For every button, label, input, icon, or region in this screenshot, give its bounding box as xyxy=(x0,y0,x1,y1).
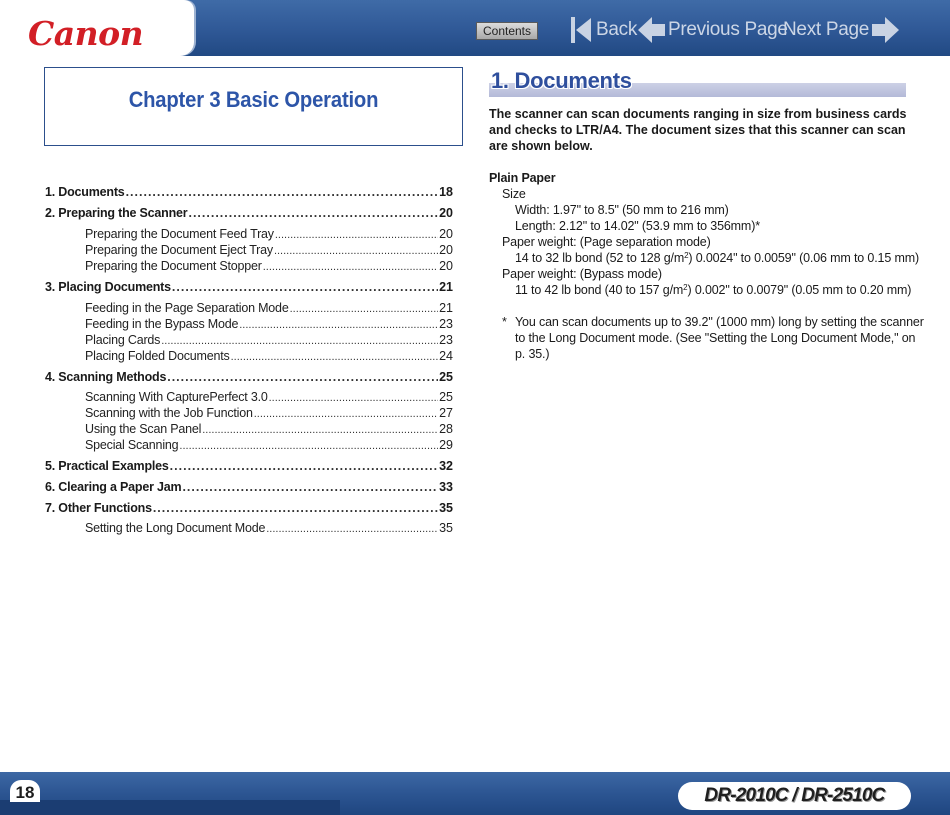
toc-leader-dots xyxy=(161,333,438,347)
toc-entry-title: Preparing the Document Eject Tray xyxy=(85,243,273,257)
canon-logo: Canon xyxy=(28,14,144,53)
model-name: DR-2010C / DR-2510C xyxy=(704,785,885,806)
toc-page-number: 25 xyxy=(439,370,453,384)
toc-section-link[interactable] xyxy=(45,501,453,517)
toc-leader-dots xyxy=(275,227,438,241)
toc-entry-title: Scanning With CapturePerfect 3.0 xyxy=(85,390,268,404)
toc-entry-title: 4. Scanning Methods xyxy=(45,370,167,384)
toc-leader-dots xyxy=(263,259,438,273)
weight-bypass-spec: 11 to 42 lb bond (40 to 157 $g/m^2$) 0.002" to 0.0079" (0.05 mm to 0.20 mm) xyxy=(515,283,912,297)
footer-accent xyxy=(0,800,340,815)
toc-subsection-link[interactable] xyxy=(45,227,453,243)
toc-entry-title: Preparing the Document Stopper xyxy=(85,259,262,273)
logo-tab xyxy=(0,0,194,56)
toc-page-number: 35 xyxy=(439,501,453,515)
note-line-2: to the Long Document mode. (See "Setting the Long Document Mode," on xyxy=(515,331,916,345)
toc-entry-title: Setting the Long Document Mode xyxy=(85,521,266,535)
chapter-box xyxy=(44,67,463,146)
back-icon xyxy=(571,16,593,44)
toc-page-number: 21 xyxy=(439,280,453,294)
length-spec: Length: 2.12" to 14.02" (53.9 mm to 356mm)* xyxy=(515,219,760,233)
toc-page-number: 20 xyxy=(439,259,453,273)
toc-subsection-link[interactable] xyxy=(45,259,453,275)
toc-page-number: 23 xyxy=(439,333,453,347)
toc-entry-title: Feeding in the Page Separation Mode xyxy=(85,301,289,315)
toc-leader-dots xyxy=(269,390,439,404)
toc-page-number: 29 xyxy=(439,438,453,452)
toc-entry-title: Placing Cards xyxy=(85,333,161,347)
toc-entry-title: Special Scanning xyxy=(85,438,179,452)
toc-leader-dots xyxy=(290,301,439,315)
model-name-badge xyxy=(678,782,911,810)
section-title: 1. Documents xyxy=(491,68,632,93)
arrow-right-icon xyxy=(872,17,900,43)
toc-leader-dots xyxy=(170,459,438,473)
toc-leader-dots xyxy=(231,349,439,363)
toc-entry-title: 5. Practical Examples xyxy=(45,459,169,473)
toc-page-number: 32 xyxy=(439,459,453,473)
note-asterisk: * xyxy=(502,315,507,329)
toc-leader-dots xyxy=(239,317,438,331)
back-button[interactable] xyxy=(571,16,637,44)
toc-leader-dots xyxy=(188,206,438,220)
toc-entry-title: Using the Scan Panel xyxy=(85,422,202,436)
toc-subsection-link[interactable] xyxy=(45,243,453,259)
previous-page-label: Previous Page xyxy=(668,19,788,40)
toc-subsection-link[interactable] xyxy=(45,349,453,365)
toc-subsection-link[interactable] xyxy=(45,521,453,537)
toc-page-number: 27 xyxy=(439,406,453,420)
toc-subsection-link[interactable] xyxy=(45,422,453,438)
chapter-title: Chapter 3 Basic Operation xyxy=(128,87,379,112)
toc-page-number: 20 xyxy=(439,243,453,257)
arrow-left-icon xyxy=(638,17,666,43)
toc-section-link[interactable] xyxy=(45,185,453,201)
contents-button[interactable]: Contents xyxy=(476,22,538,40)
toc-subsection-link[interactable] xyxy=(45,390,453,406)
toc-page-number: 20 xyxy=(439,206,453,220)
toc-entry-title: Preparing the Document Feed Tray xyxy=(85,227,274,241)
toc-leader-dots xyxy=(254,406,438,420)
toc-entry-title: Placing Folded Documents xyxy=(85,349,230,363)
toc-leader-dots xyxy=(266,521,438,535)
toc-subsection-link[interactable] xyxy=(45,317,453,333)
back-label: Back xyxy=(596,19,638,40)
weight-separation-spec: 14 to 32 lb bond (52 to 128 $g/m^2$) 0.0024" to 0.0059" (0.06 mm to 0.15 mm) xyxy=(515,251,920,265)
toc-entry-title: Feeding in the Bypass Mode xyxy=(85,317,239,331)
toc-page-number: 18 xyxy=(439,185,453,199)
previous-page-button[interactable] xyxy=(638,16,788,44)
note-line-3: p. 35.) xyxy=(515,347,550,361)
width-spec: Width: 1.97" to 8.5" (50 mm to 216 mm) xyxy=(515,203,729,217)
toc-page-number: 28 xyxy=(439,422,453,436)
toc-page-number: 24 xyxy=(439,349,453,363)
toc-page-number: 35 xyxy=(439,521,453,535)
toc-section-link[interactable] xyxy=(45,480,453,496)
toc-leader-dots xyxy=(202,422,438,436)
toc-leader-dots xyxy=(153,501,438,515)
weight-separation-label: Paper weight: (Page separation mode) xyxy=(502,235,711,249)
toc-section-link[interactable] xyxy=(45,459,453,475)
toc-page-number: 25 xyxy=(439,390,453,404)
toc-subsection-link[interactable] xyxy=(45,438,453,454)
toc-page-number: 21 xyxy=(439,301,453,315)
toc-entry-title: 3. Placing Documents xyxy=(45,280,171,294)
toc-page-number: 33 xyxy=(439,480,453,494)
toc-section-link[interactable] xyxy=(45,280,453,296)
page-number: 18 xyxy=(10,780,40,802)
toc-leader-dots xyxy=(274,243,438,257)
toc-page-number: 20 xyxy=(439,227,453,241)
size-label: Size xyxy=(502,187,526,201)
next-page-button[interactable] xyxy=(783,16,900,44)
toc-leader-dots xyxy=(172,280,438,294)
toc-page-number: 23 xyxy=(439,317,453,331)
note-line-1: You can scan documents up to 39.2" (1000 mm) long by setting the scanner xyxy=(515,315,924,329)
toc-entry-title: 2. Preparing the Scanner xyxy=(45,206,188,220)
toc-subsection-link[interactable] xyxy=(45,406,453,422)
section-intro: The scanner can scan documents ranging in size from business cards and checks to LTR/A4. The document sizes that this scanner can scan are shown below. xyxy=(489,107,907,153)
next-page-label: Next Page xyxy=(783,19,870,40)
toc-entry-title: 7. Other Functions xyxy=(45,501,152,515)
plain-paper-heading: Plain Paper xyxy=(489,171,556,185)
toc-section-link[interactable] xyxy=(45,370,453,386)
toc-section-link[interactable] xyxy=(45,206,453,222)
toc-entry-title: 6. Clearing a Paper Jam xyxy=(45,480,182,494)
toc-leader-dots xyxy=(126,185,439,199)
toc-entry-title: Scanning with the Job Function xyxy=(85,406,253,420)
toc-leader-dots xyxy=(182,480,438,494)
toc-subsection-link[interactable] xyxy=(45,301,453,317)
toc-leader-dots xyxy=(167,370,438,384)
toc-entry-title: 1. Documents xyxy=(45,185,125,199)
toc-subsection-link[interactable] xyxy=(45,333,453,349)
toc-leader-dots xyxy=(179,438,438,452)
weight-bypass-label: Paper weight: (Bypass mode) xyxy=(502,267,662,281)
